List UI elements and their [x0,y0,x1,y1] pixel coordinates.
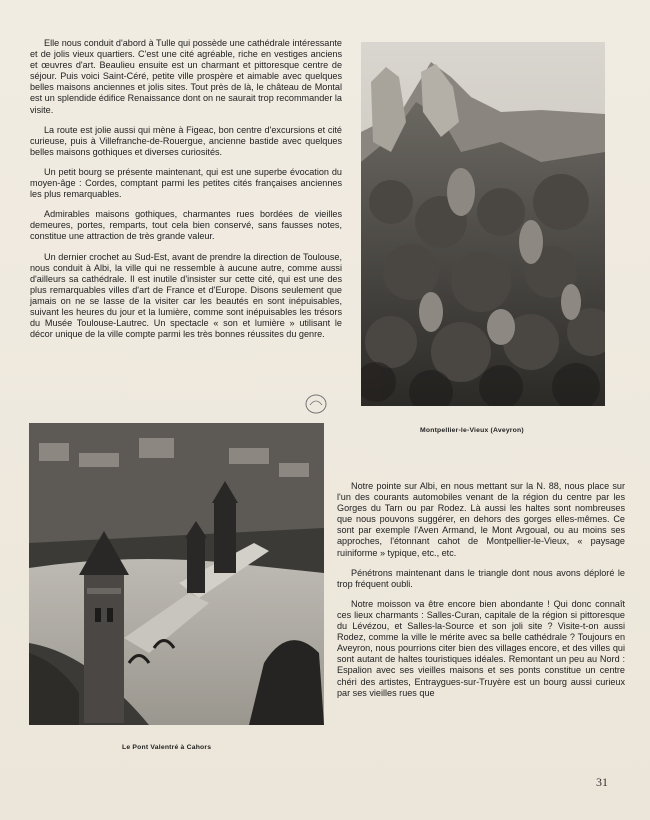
cahors-photo-image [29,423,324,725]
left-text-column [30,38,342,349]
paragraph: Notre moisson va être encore bien abondante ! Qui donc connaît ces lieux charmants : Salles-Curan, capitale de la région si pittoresque du Lévézou, et Salles-la-Source et son joli site ? Visite-t-on aussi Rodez, comme la ville le mérite avec sa belle cathédrale ? Toujours en Aveyron, nous pourrions citer bien des villages encore, et des villes qui sont autant de haltes touristiques idéales. Remontant un peu au Nord : Espalion avec ses vieilles maisons et ses ponts constitue un centre chéri des artistes, Entraygues-sur-Truyère est un bourg aussi curieux par ses vieilles rues que [337,598,625,698]
paragraph: Elle nous conduit d'abord à Tulle qui possède une cathédrale intéressante et de jolis vieux quartiers. C'est une cité agréable, riche en vestiges anciens et œuvres d'art. Beaulieu ensuite est un charmant et pittoresque centre de séjour. Puis voici Saint-Céré, petite ville prospère et aimable avec quelques belles maisons anciennes et jolis sites. Tout près de là, le château de Montal est un splendide édifice Renaissance dont on ne saurait trop recommander la visite. [30,38,342,115]
montpellier-photo-image [361,42,605,406]
cahors-photo [29,423,324,725]
montpellier-caption: Montpellier-le-Vieux (Aveyron) [420,427,524,434]
paragraph: Notre pointe sur Albi, en nous mettant sur la N. 88, nous place sur l'un des courants automobiles venant de la région du centre par les Gorges du Tarn ou par Rodez. Là aussi les haltes sont nombreuses que nous pouvons suggérer, en dehors des gorges elles-mêmes. Ce sont par exemple l'Aven Armand, le Mont Argoual, ou au moins ses approches, l'étonnant cahot de Montpellier-le-Vieux, « paysage ruiniforme » typique, etc., etc. [337,481,625,558]
paragraph: Pénétrons maintenant dans le triangle dont nous avons déploré le trop fréquent oubli. [337,567,625,589]
montpellier-photo [361,42,605,406]
paragraph: Un dernier crochet au Sud-Est, avant de prendre la direction de Toulouse, nous conduit à Albi, la ville qui ne ressemble à aucune autre, comme aussi d'ailleurs sa cathédrale. Il est inutile d'insister sur cette cité, qui est une des plus remarquables villes d'art de France et d'Europe. Disons seulement que jamais on ne se lasse de la visiter car les beautés en sont inépuisables, suivant les heures du jour et la lumière, comme sont inépuisables les trésors du Musée Toulouse-Lautrec. Un spectacle « son et lumière » utilisant le décor unique de la ville compte parmi les très bonnes réussites du genre. [30,251,342,340]
cahors-caption: Le Pont Valentré à Cahors [122,744,212,751]
paragraph: Admirables maisons gothiques, charmantes rues bordées de vieilles demeures, portes, remparts, tout cela bien conservé, sans fausses notes, constitue une attraction de très grande valeur. [30,209,342,242]
paragraph: Un petit bourg se présente maintenant, qui est une superbe évocation du moyen-âge : Cordes, comptant parmi les petites cités françaises anciennes les plus remarquables. [30,166,342,200]
right-text-column [337,481,625,699]
page-number: 31 [596,775,608,789]
library-stamp-icon [303,393,329,415]
paragraph: La route est jolie aussi qui mène à Figeac, bon centre d'excursions et cité curieuse, puis à Villefranche-de-Rouergue, ancienne bastide avec quelques belles maisons gothiques et diverses curiosités. [30,124,342,157]
